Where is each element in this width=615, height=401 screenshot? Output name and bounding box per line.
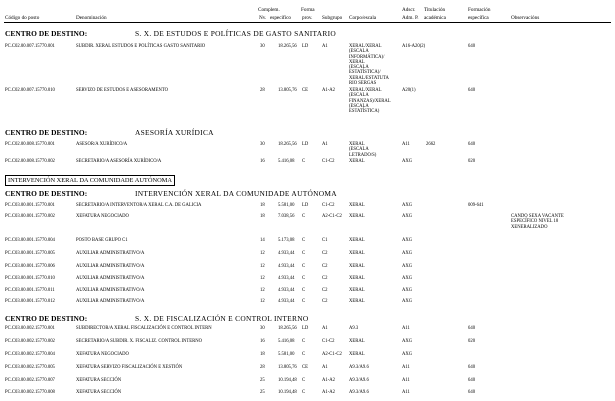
cell-body: A9.3/A9.6: [349, 365, 369, 370]
centre-title: S. X. DE FISCALIZACIÓN E CONTROL INTERNO: [135, 314, 309, 323]
cell-adsc: AXG: [402, 251, 413, 256]
header-training-bottom: específica: [468, 15, 489, 21]
cell-form: LD: [302, 326, 309, 331]
cell-body: XERAL: [349, 299, 365, 304]
cell-body: A9.3/A9.6: [349, 378, 369, 383]
cell-compl: 4.933,44: [278, 276, 295, 281]
cell-code: PC.C03.00.001.15770.010: [5, 276, 55, 281]
header-subgroup: Subgrupo: [322, 15, 343, 21]
cell-form: C: [302, 299, 306, 304]
cell-level: 18: [260, 214, 265, 219]
cell-compl: 13.805,76: [278, 365, 297, 370]
cell-code: PC.C02.00.008.15770.001: [5, 142, 55, 147]
cell-name: AUXILIAR ADMINISTRATIVO/A: [76, 264, 145, 269]
cell-body: XERAL: [349, 159, 365, 164]
cell-level: 30: [260, 44, 265, 49]
cell-level: 18: [260, 352, 265, 357]
cell-name: AUXILIAR ADMINISTRATIVO/A: [76, 288, 145, 293]
cell-level: 12: [260, 276, 265, 281]
cell-code: PC.C03.00.001.15770.004: [5, 238, 55, 243]
cell-code: PC.C02.00.008.15770.002: [5, 159, 55, 164]
cell-training: 640: [468, 88, 476, 93]
cell-training: 640: [468, 378, 476, 383]
cell-adsc: AXG: [402, 214, 413, 219]
header-degree-top: Titulación: [424, 7, 446, 13]
cell-body: XERAL: [349, 238, 365, 243]
cell-compl: 5.416,08: [278, 339, 295, 344]
header-name: Denominación: [76, 15, 107, 21]
cell-body: A9.3/A9.6: [349, 390, 369, 395]
header-rule: [4, 22, 611, 23]
cell-form: C: [302, 339, 306, 344]
cell-degree: 2662: [426, 142, 436, 147]
cell-training: 009-641: [468, 203, 484, 208]
cell-body: XERAL: [349, 203, 365, 208]
cell-adsc: A16-A20(2): [402, 44, 426, 49]
header-compl-bottom: especifico: [270, 15, 292, 21]
cell-level: 25: [260, 390, 265, 395]
centre-label: CENTRO DE DESTINO:: [5, 128, 88, 137]
cell-adsc: AXG: [402, 159, 413, 164]
cell-compl: 4.933,44: [278, 251, 295, 256]
cell-subgroup: A1-A2: [322, 88, 336, 93]
cell-form: CE: [302, 365, 308, 370]
cell-training: 640: [468, 142, 476, 147]
cell-code: PC.C03.00.002.15770.001: [5, 326, 55, 331]
cell-adsc: A11: [402, 142, 410, 147]
centre-title: INTERVENCIÓN XERAL DA COMUNIDADE AUTÓNOMA: [135, 189, 337, 198]
cell-body: XERAL: [349, 339, 365, 344]
centre-label: CENTRO DE DESTINO:: [5, 314, 88, 323]
cell-level: 16: [260, 339, 265, 344]
cell-form: C: [302, 159, 306, 164]
cell-subgroup: A1: [322, 142, 328, 147]
cell-name: XEFATURA NEGOCIADO: [76, 214, 129, 219]
cell-body: A9.3: [349, 326, 359, 331]
cell-name: AUXILIAR ADMINISTRATIVO/A: [76, 251, 145, 256]
cell-training: 020: [468, 339, 476, 344]
cell-compl: 7.038,56: [278, 214, 295, 219]
cell-code: PC.C03.00.001.15770.011: [5, 288, 55, 293]
cell-body: XERAL: [349, 214, 365, 219]
cell-training: 640: [468, 390, 476, 395]
cell-training: 640: [468, 365, 476, 370]
header-code: Código do posto: [5, 15, 40, 21]
cell-level: 12: [260, 251, 265, 256]
cell-subgroup: A1-A2: [322, 390, 336, 395]
cell-subgroup: C1-C2: [322, 203, 335, 208]
cell-compl: 18.265,56: [278, 142, 297, 147]
cell-code: PC.C03.00.002.15770.005: [5, 365, 55, 370]
header-training-top: Formación: [468, 7, 491, 13]
cell-subgroup: A2-C1-C2: [322, 214, 342, 219]
cell-name: AUXILIAR ADMINISTRATIVO/A: [76, 299, 145, 304]
header-level: Nv.: [259, 15, 267, 21]
cell-level: 28: [260, 88, 265, 93]
cell-subgroup: C1-C2: [322, 159, 335, 164]
cell-adsc: A11: [402, 326, 410, 331]
cell-body: XERAL (ESCALA LETRADO/S): [349, 142, 377, 158]
header-form-bottom: prov.: [302, 15, 313, 21]
header-adsc-bottom: Adm. P.: [402, 15, 419, 21]
cell-code: PC.C03.00.001.15770.005: [5, 251, 55, 256]
cell-form: C: [302, 352, 306, 357]
cell-subgroup: C2: [322, 264, 328, 269]
cell-level: 25: [260, 378, 265, 383]
cell-name: XEFATURA NEGOCIADO: [76, 352, 129, 357]
cell-body: XERAL: [349, 352, 365, 357]
cell-adsc: AXG: [402, 288, 413, 293]
cell-compl: 4.933,44: [278, 299, 295, 304]
cell-name: XEFATURA SERVIZO FISCALIZACIÓN E XESTIÓN: [76, 365, 183, 370]
cell-code: PC.C03.00.002.15770.007: [5, 378, 55, 383]
cell-body: XERAL: [349, 288, 365, 293]
cell-compl: 5.581,00: [278, 352, 295, 357]
cell-form: C: [302, 264, 306, 269]
header-form-top: Forma: [301, 7, 315, 13]
cell-compl: 4.933,44: [278, 264, 295, 269]
cell-level: 14: [260, 238, 265, 243]
header-notes: Observacións: [511, 15, 540, 21]
cell-subgroup: C1: [322, 238, 328, 243]
cell-subgroup: A1-A2: [322, 378, 336, 383]
cell-adsc: A11: [402, 378, 410, 383]
centre-label: CENTRO DE DESTINO:: [5, 189, 88, 198]
section-box-heading: INTERVENCIÓN XERAL DA COMUNIDADE AUTÓNOMA: [5, 175, 175, 186]
cell-code: PC.C02.00.007.15770.001: [5, 44, 55, 49]
cell-form: C: [302, 288, 306, 293]
cell-adsc: A11: [402, 390, 410, 395]
cell-code: PC.C02.00.007.15770.010: [5, 88, 55, 93]
cell-form: LD: [302, 44, 309, 49]
cell-adsc: AXG: [402, 238, 413, 243]
cell-code: PC.C03.00.001.15770.012: [5, 299, 55, 304]
cell-name: SECRETARIO/A ASESORÍA XURÍDICO/A: [76, 159, 162, 164]
cell-name: SECRETARIO/A INTERVENTOR/A XERAL C.A. DE GALICIA: [76, 203, 202, 208]
cell-form: C: [302, 238, 306, 243]
cell-name: XEFATURA SECCIÓN: [76, 378, 122, 383]
cell-name: SERVIZO DE ESTUDOS E ASESORAMENTO: [76, 88, 168, 93]
cell-subgroup: C1-C2: [322, 339, 335, 344]
cell-form: C: [302, 251, 306, 256]
cell-name: ASESOR/A XURÍDICO/A: [76, 142, 128, 147]
cell-compl: 13.805,76: [278, 88, 297, 93]
header-degree-bottom: académica: [424, 15, 446, 21]
cell-form: LD: [302, 203, 309, 208]
cell-compl: 18.265,56: [278, 326, 297, 331]
cell-form: C: [302, 390, 306, 395]
centre-title: ASESORÍA XURÍDICA: [135, 128, 214, 137]
cell-compl: 4.933,44: [278, 288, 295, 293]
cell-notes: CANDO SEXA VACANTE ESPECÍFICO NIVEL 18 XENERALIZADO: [511, 214, 564, 230]
cell-compl: 5.416,08: [278, 159, 295, 164]
cell-level: 30: [260, 142, 265, 147]
cell-code: PC.C03.00.002.15770.002: [5, 339, 55, 344]
cell-subgroup: C2: [322, 276, 328, 281]
cell-subgroup: A1: [322, 44, 328, 49]
cell-adsc: A20(1): [402, 88, 416, 93]
cell-adsc: AXG: [402, 352, 413, 357]
cell-adsc: AXG: [402, 276, 413, 281]
cell-subgroup: C2: [322, 288, 328, 293]
cell-subgroup: A2-C1-C2: [322, 352, 342, 357]
cell-subgroup: C2: [322, 251, 328, 256]
cell-name: SUBDIR. XERAL ESTUDOS E POLÍTICAS GASTO SANITARIO: [76, 44, 206, 49]
cell-level: 16: [260, 159, 265, 164]
cell-compl: 5.581,00: [278, 203, 295, 208]
cell-training: 020: [468, 159, 476, 164]
cell-level: 12: [260, 299, 265, 304]
cell-adsc: AXG: [402, 203, 413, 208]
cell-compl: 18.265,56: [278, 44, 297, 49]
centre-label: CENTRO DE DESTINO:: [5, 29, 88, 38]
cell-compl: 10.194,48: [278, 378, 297, 383]
cell-form: CE: [302, 88, 308, 93]
cell-level: 28: [260, 365, 265, 370]
cell-body: XERAL/XERAL (ESCALA FINANZAS)/XERAL (ESCALA ESTATÍSTICA): [349, 88, 391, 115]
cell-name: XEFATURA SECCIÓN: [76, 390, 122, 395]
cell-name: SECRETARIO/A SUBDIR. X. FISCALIZ. CONTROL INTERNO: [76, 339, 203, 344]
cell-code: PC.C03.00.002.15770.008: [5, 390, 55, 395]
cell-form: C: [302, 214, 306, 219]
cell-body: XERAL: [349, 264, 365, 269]
cell-code: PC.C03.00.001.15770.001: [5, 203, 55, 208]
cell-form: LD: [302, 142, 309, 147]
cell-adsc: AXG: [402, 299, 413, 304]
cell-training: 640: [468, 44, 476, 49]
cell-subgroup: C2: [322, 299, 328, 304]
centre-title: S. X. DE ESTUDOS E POLÍTICAS DE GASTO SANITARIO: [135, 29, 337, 38]
cell-form: C: [302, 378, 306, 383]
cell-level: 12: [260, 264, 265, 269]
cell-compl: 5.173,08: [278, 238, 295, 243]
header-body: Corpo/escala: [349, 15, 377, 21]
cell-level: 18: [260, 203, 265, 208]
cell-form: C: [302, 276, 306, 281]
cell-training: 640: [468, 326, 476, 331]
header-compl-top: Complem.: [258, 7, 280, 13]
cell-code: PC.C03.00.002.15770.004: [5, 352, 55, 357]
cell-adsc: A11: [402, 365, 410, 370]
cell-adsc: AXG: [402, 264, 413, 269]
cell-body: XERAL: [349, 251, 365, 256]
cell-compl: 10.194,48: [278, 390, 297, 395]
cell-body: XERAL/XERAL (ESCALA INFORMÁTICA)/ XERAL (ESCALA ESTATÍSTICA)/ XERAL/ESTATUTA RIO SERGAS: [349, 44, 389, 87]
cell-subgroup: A1: [322, 365, 328, 370]
cell-subgroup: A1: [322, 326, 328, 331]
cell-name: POSTO BASE GRUPO C1: [76, 238, 128, 243]
cell-code: PC.C03.00.001.15770.006: [5, 264, 55, 269]
cell-level: 12: [260, 288, 265, 293]
cell-level: 30: [260, 326, 265, 331]
cell-name: SUBDIRECTOR/A XERAL FISCALIZACIÓN E CONTROL INTERN: [76, 326, 212, 331]
cell-name: AUXILIAR ADMINISTRATIVO/A: [76, 276, 145, 281]
cell-body: XERAL: [349, 276, 365, 281]
cell-code: PC.C03.00.001.15770.002: [5, 214, 55, 219]
cell-adsc: AXG: [402, 339, 413, 344]
header-adsc-top: Adscr.: [402, 7, 416, 13]
